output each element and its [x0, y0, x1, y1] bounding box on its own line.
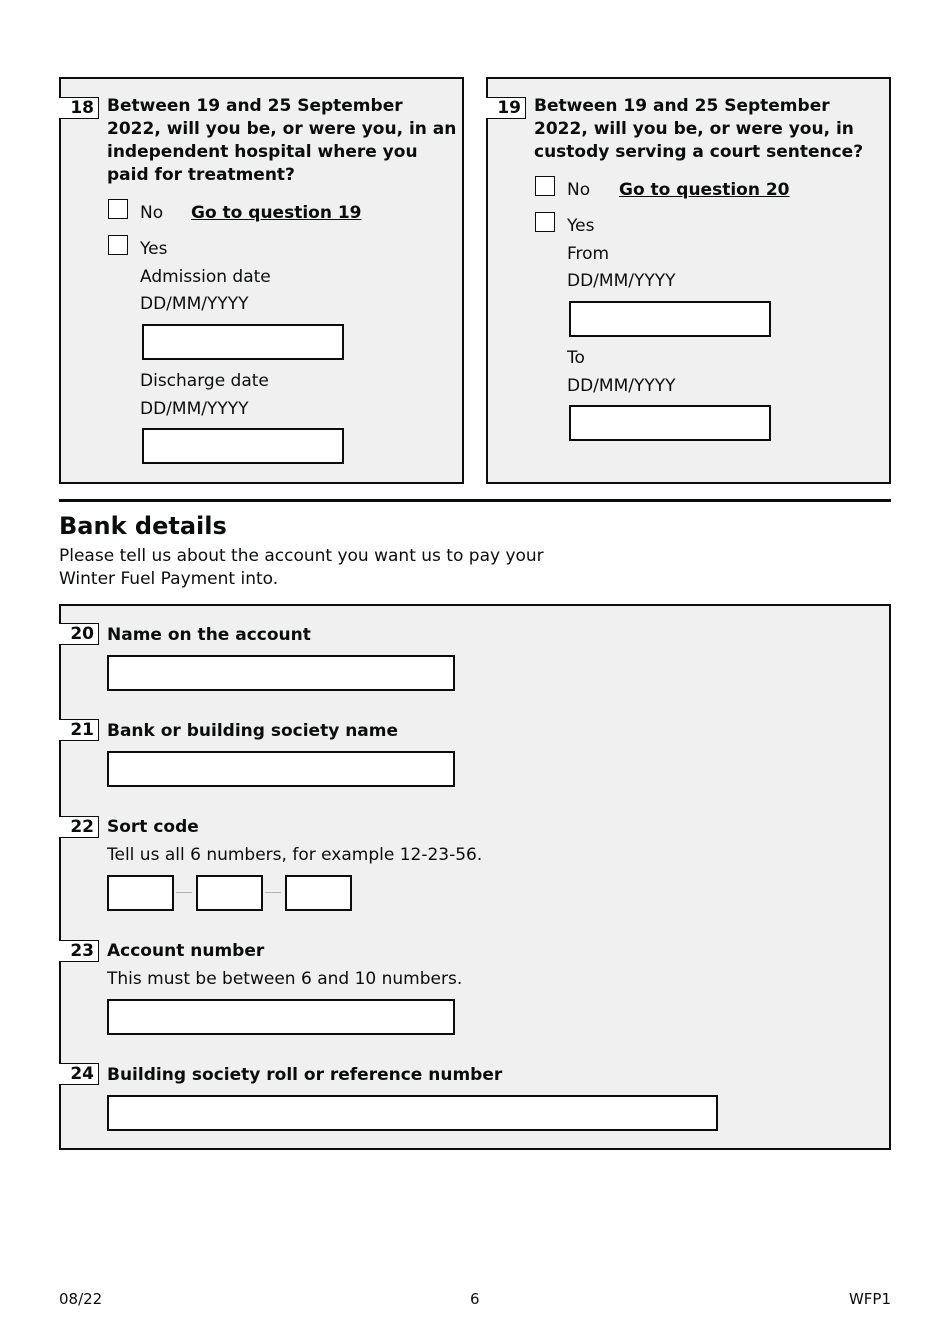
admission-date-format: DD/MM/YYYY — [140, 294, 249, 314]
admission-date-label: Admission date — [140, 267, 271, 287]
sort-code-hint: Tell us all 6 numbers, for example 12-23-56. — [107, 845, 483, 865]
account-number-label: Account number — [107, 941, 265, 961]
no-checkbox[interactable] — [535, 176, 555, 196]
account-number-input[interactable] — [107, 999, 455, 1035]
no-label: No — [140, 203, 164, 223]
yes-label: Yes — [567, 216, 595, 236]
sort-code-input-3[interactable] — [285, 875, 352, 911]
yes-label: Yes — [140, 239, 168, 259]
no-checkbox[interactable] — [108, 199, 128, 219]
question-text: Between 19 and 25 September 2022, will you be, or were you, in an independent hospital where you paid for treatment? — [107, 96, 457, 185]
from-date-format: DD/MM/YYYY — [567, 271, 676, 291]
section-intro: Please tell us about the account you want us to pay your Winter Fuel Payment into. — [59, 546, 544, 589]
yes-checkbox[interactable] — [108, 235, 128, 255]
sort-code-input-1[interactable] — [107, 875, 174, 911]
question-19-panel — [486, 77, 891, 484]
bank-name-input[interactable] — [107, 751, 455, 787]
section-heading: Bank details — [59, 512, 227, 540]
discharge-date-format: DD/MM/YYYY — [140, 399, 249, 419]
sort-code-label: Sort code — [107, 817, 199, 837]
question-number: 22 — [59, 816, 99, 838]
bank-details-panel — [59, 604, 891, 1150]
go-to-question-19-link: Go to question 19 — [191, 203, 362, 223]
to-date-label: To — [567, 348, 585, 368]
roll-number-label: Building society roll or reference number — [107, 1065, 503, 1085]
admission-date-input[interactable] — [142, 324, 344, 360]
discharge-date-label: Discharge date — [140, 371, 269, 391]
page-number: 6 — [470, 1290, 480, 1308]
footer-date: 08/22 — [59, 1290, 103, 1308]
question-number: 23 — [59, 940, 99, 962]
question-number: 24 — [59, 1063, 99, 1085]
roll-number-input[interactable] — [107, 1095, 718, 1131]
from-date-label: From — [567, 244, 610, 264]
to-date-input[interactable] — [569, 405, 771, 441]
from-date-input[interactable] — [569, 301, 771, 337]
go-to-question-20-link: Go to question 20 — [619, 180, 790, 200]
sort-code-separator — [176, 892, 192, 893]
bank-name-label: Bank or building society name — [107, 721, 399, 741]
name-on-account-label: Name on the account — [107, 625, 311, 645]
sort-code-input-2[interactable] — [196, 875, 263, 911]
name-on-account-input[interactable] — [107, 655, 455, 691]
question-number: 18 — [59, 97, 99, 119]
question-number: 21 — [59, 719, 99, 741]
no-label: No — [567, 180, 591, 200]
sort-code-separator — [265, 892, 281, 893]
section-divider — [59, 499, 891, 502]
to-date-format: DD/MM/YYYY — [567, 376, 676, 396]
question-18-panel — [59, 77, 464, 484]
form-code: WFP1 — [848, 1290, 891, 1308]
discharge-date-input[interactable] — [142, 428, 344, 464]
question-text: Between 19 and 25 September 2022, will you be, or were you, in custody serving a court sentence? — [534, 96, 864, 162]
question-number: 19 — [486, 97, 526, 119]
question-number: 20 — [59, 623, 99, 645]
account-number-hint: This must be between 6 and 10 numbers. — [107, 969, 463, 989]
yes-checkbox[interactable] — [535, 212, 555, 232]
